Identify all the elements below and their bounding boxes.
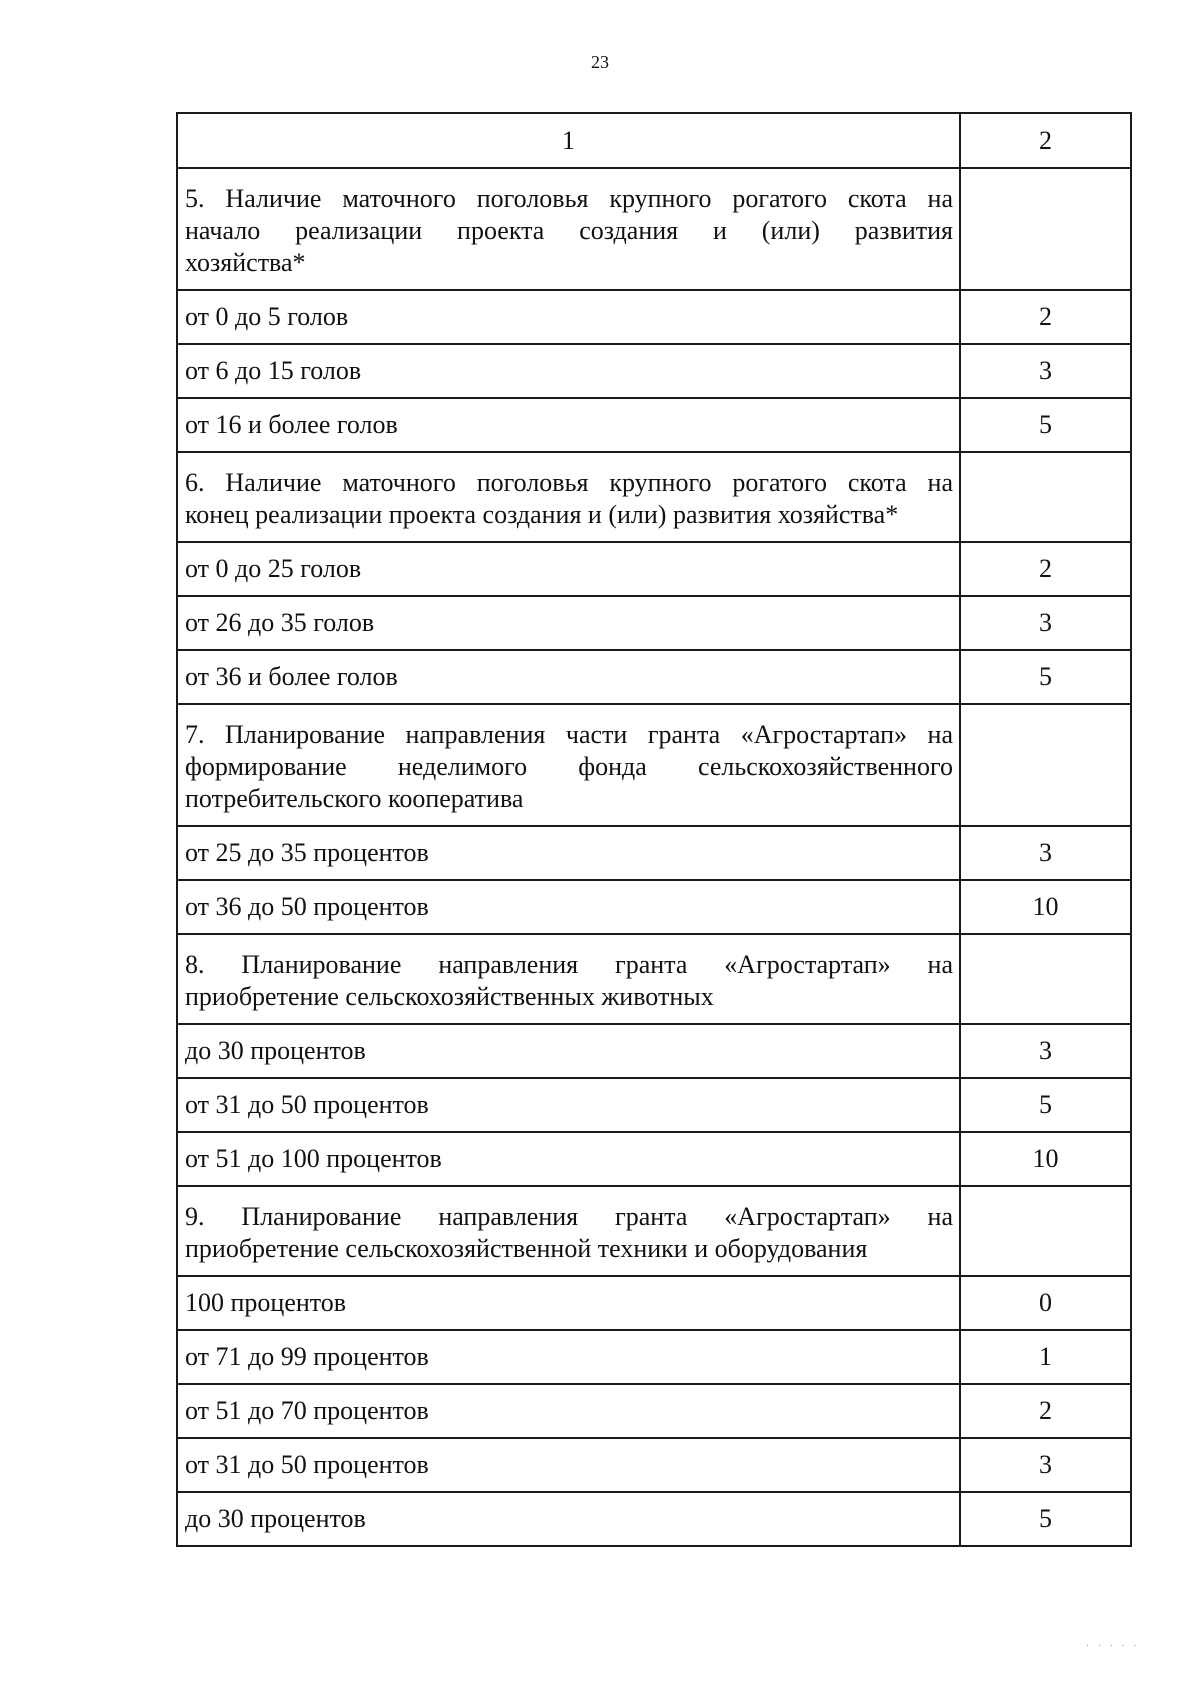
option-points: 3 (960, 596, 1131, 650)
criterion-text-line: 5. Наличие маточного поголовья крупного рогатого скота на (185, 184, 953, 213)
option-row (177, 1276, 1131, 1330)
option-row (177, 826, 1131, 880)
criterion-row (177, 168, 1131, 290)
option-label: от 36 и более голов (177, 650, 960, 704)
option-label: 100 процентов (177, 1276, 960, 1330)
criterion-text-line: формирование неделимого фонда сельскохозяйственного (185, 752, 953, 781)
criterion-text-line: конец реализации проекта создания и (или) развития хозяйства* (185, 500, 899, 529)
criterion-points-cell (960, 934, 1131, 1024)
option-row (177, 542, 1131, 596)
criterion-text-line: приобретение сельскохозяйственных животных (185, 982, 714, 1011)
option-points: 3 (960, 826, 1131, 880)
criterion-description (177, 934, 960, 1024)
option-label: от 6 до 15 голов (177, 344, 960, 398)
criterion-text-line: 7. Планирование направления части гранта «Агростартап» на (185, 720, 953, 749)
option-label: от 25 до 35 процентов (177, 826, 960, 880)
column-header-points: 2 (960, 113, 1131, 168)
option-row (177, 1384, 1131, 1438)
criterion-description (177, 704, 960, 826)
option-label: от 31 до 50 процентов (177, 1078, 960, 1132)
criterion-text-line: приобретение сельскохозяйственной техники и оборудования (185, 1234, 868, 1263)
option-row (177, 1492, 1131, 1546)
criterion-row (177, 452, 1131, 542)
criterion-row (177, 1186, 1131, 1276)
option-label: от 26 до 35 голов (177, 596, 960, 650)
criterion-text-line: потребительского кооператива (185, 784, 524, 813)
option-label: от 0 до 5 голов (177, 290, 960, 344)
option-points: 5 (960, 1078, 1131, 1132)
page-number: 23 (591, 52, 609, 72)
option-label: от 71 до 99 процентов (177, 1330, 960, 1384)
criterion-points-cell (960, 704, 1131, 826)
option-points: 2 (960, 542, 1131, 596)
option-row (177, 650, 1131, 704)
option-row (177, 290, 1131, 344)
criterion-text-line: хозяйства* (185, 248, 306, 277)
option-points: 5 (960, 650, 1131, 704)
scoring-table (176, 112, 1132, 1547)
option-row (177, 596, 1131, 650)
criterion-points-cell (960, 168, 1131, 290)
option-row (177, 1024, 1131, 1078)
option-label: от 36 до 50 процентов (177, 880, 960, 934)
option-points: 1 (960, 1330, 1131, 1384)
option-row (177, 1438, 1131, 1492)
option-row (177, 398, 1131, 452)
option-points: 3 (960, 1024, 1131, 1078)
option-label: от 0 до 25 голов (177, 542, 960, 596)
scoring-table-body (177, 113, 1131, 1546)
option-points: 3 (960, 344, 1131, 398)
column-header-criterion: 1 (177, 113, 960, 168)
criterion-text-line: 6. Наличие маточного поголовья крупного рогатого скота на (185, 468, 953, 497)
criterion-row (177, 934, 1131, 1024)
option-row (177, 1330, 1131, 1384)
criterion-text-line: 8. Планирование направления гранта «Агростартап» на (185, 950, 953, 979)
option-label: до 30 процентов (177, 1024, 960, 1078)
criterion-text-line: начало реализации проекта создания и (или) развития (185, 216, 953, 245)
option-label: от 16 и более голов (177, 398, 960, 452)
criterion-description (177, 1186, 960, 1276)
option-points: 10 (960, 880, 1131, 934)
option-label: от 51 до 100 процентов (177, 1132, 960, 1186)
option-label: от 31 до 50 процентов (177, 1438, 960, 1492)
criterion-description (177, 452, 960, 542)
option-points: 5 (960, 1492, 1131, 1546)
scan-artifact: · · · · · (1086, 1641, 1140, 1652)
option-row (177, 880, 1131, 934)
criterion-points-cell (960, 1186, 1131, 1276)
criterion-text-line: 9. Планирование направления гранта «Агростартап» на (185, 1202, 953, 1231)
option-points: 10 (960, 1132, 1131, 1186)
criterion-points-cell (960, 452, 1131, 542)
option-label: от 51 до 70 процентов (177, 1384, 960, 1438)
option-row (177, 344, 1131, 398)
option-points: 2 (960, 1384, 1131, 1438)
option-row (177, 1078, 1131, 1132)
option-points: 0 (960, 1276, 1131, 1330)
option-label: до 30 процентов (177, 1492, 960, 1546)
option-row (177, 1132, 1131, 1186)
option-points: 3 (960, 1438, 1131, 1492)
option-points: 2 (960, 290, 1131, 344)
criterion-row (177, 704, 1131, 826)
option-points: 5 (960, 398, 1131, 452)
table-header-row (177, 113, 1131, 168)
criterion-description (177, 168, 960, 290)
